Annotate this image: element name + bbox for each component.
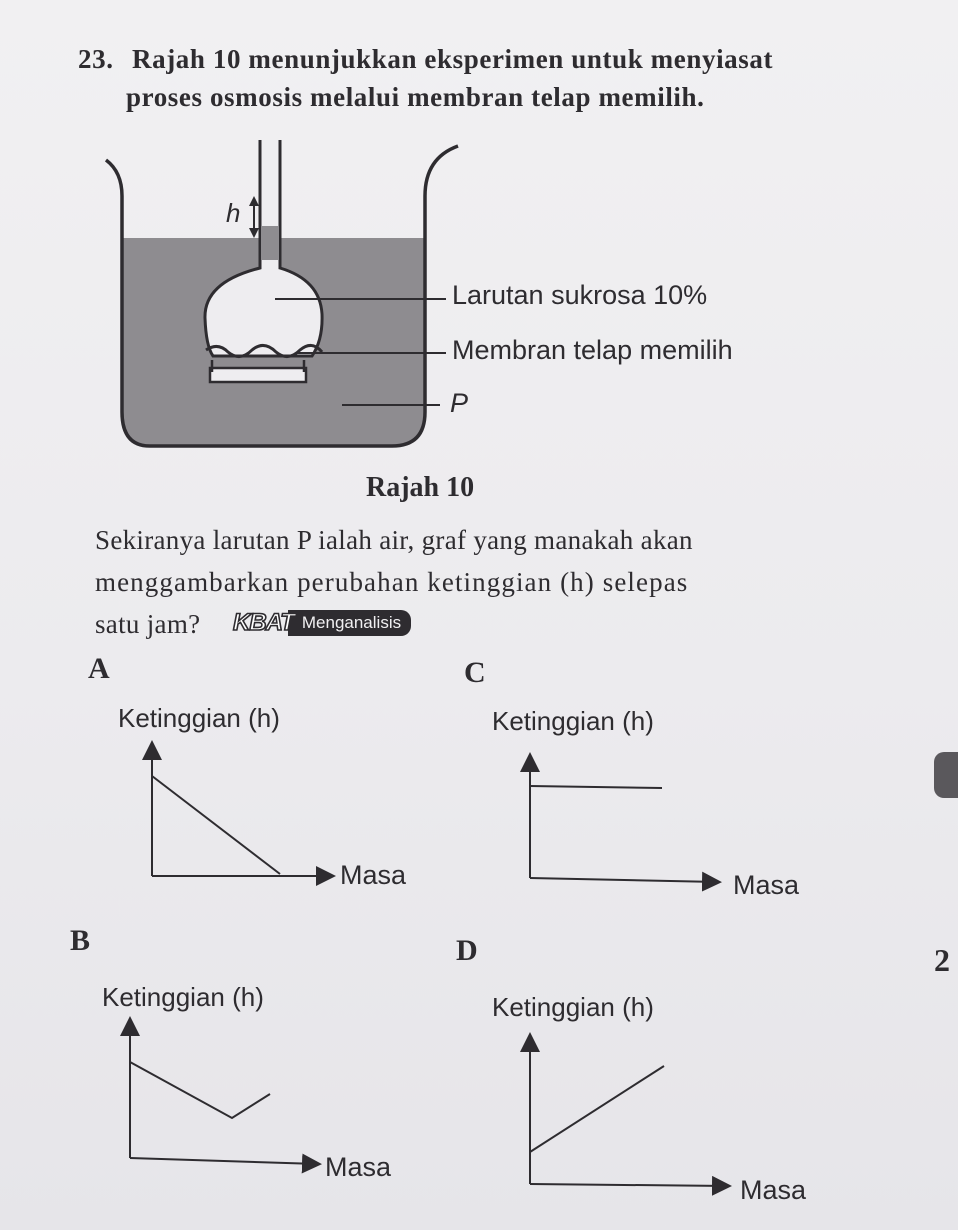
- label-sucrose: Larutan sukrosa 10%: [452, 280, 708, 310]
- graph-c-x-axis: [530, 878, 718, 882]
- graph-a-line: [152, 776, 280, 874]
- option-b-xlabel: Masa: [325, 1152, 392, 1182]
- graph-c-line: [530, 786, 662, 788]
- option-a-letter: A: [88, 652, 110, 685]
- option-c-letter: C: [464, 656, 486, 689]
- h-label: h: [226, 198, 241, 228]
- page-number: 2: [934, 942, 950, 978]
- graph-c: [530, 756, 718, 882]
- prompt-line-3: satu jam?: [95, 609, 201, 639]
- question-line-2: proses osmosis melalui membran telap memilih.: [126, 82, 705, 112]
- option-a-xlabel: Masa: [340, 860, 407, 890]
- option-d-xlabel: Masa: [740, 1175, 807, 1205]
- option-b-letter: B: [70, 924, 91, 957]
- graph-d-line: [530, 1066, 664, 1152]
- option-b-ylabel: Ketinggian (h): [102, 982, 264, 1012]
- graph-a: [152, 744, 332, 876]
- graph-b-x-axis: [130, 1158, 318, 1164]
- question-line-1: Rajah 10 menunjukkan eksperimen untuk menyiasat: [132, 44, 774, 74]
- graph-b-line: [130, 1062, 270, 1118]
- graph-d: [530, 1036, 728, 1186]
- kbat-tag: Menganalisis: [288, 610, 411, 636]
- option-a-ylabel: Ketinggian (h): [118, 703, 280, 733]
- prompt-line-1: Sekiranya larutan P ialah air, graf yang manakah akan: [95, 525, 693, 555]
- graph-b: [130, 1020, 318, 1164]
- option-c-ylabel: Ketinggian (h): [492, 706, 654, 736]
- label-membrane: Membran telap memilih: [452, 335, 733, 365]
- edge-tab: [934, 752, 958, 798]
- option-c-xlabel: Masa: [733, 870, 800, 900]
- option-d-ylabel: Ketinggian (h): [492, 992, 654, 1022]
- label-p: P: [450, 388, 469, 418]
- graph-d-x-axis: [530, 1184, 728, 1186]
- diagram-caption: Rajah 10: [366, 472, 475, 503]
- question-number: 23.: [78, 44, 114, 74]
- kbat-logo: KBAT: [233, 609, 294, 636]
- prompt-line-2: menggambarkan perubahan ketinggian (h) selepas: [95, 567, 689, 597]
- option-d-letter: D: [456, 934, 478, 967]
